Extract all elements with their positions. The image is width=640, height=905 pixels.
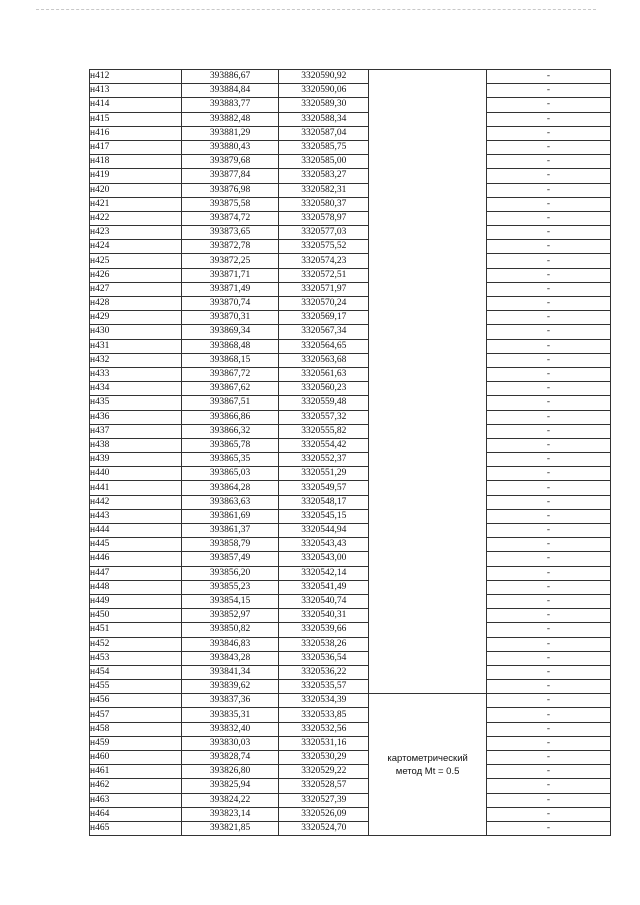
table-row	[90, 70, 611, 84]
y-coordinate-cell: 3320542,14	[279, 566, 369, 580]
x-coordinate-cell: 393826,80	[181, 765, 279, 779]
y-coordinate-cell: 3320530,29	[279, 751, 369, 765]
x-coordinate-cell: 393828,74	[181, 751, 279, 765]
table-row	[90, 779, 611, 793]
x-coordinate-cell: 393867,62	[181, 382, 279, 396]
y-coordinate-cell: 3320535,57	[279, 680, 369, 694]
x-coordinate-cell: 393881,29	[181, 126, 279, 140]
x-coordinate-cell: 393877,84	[181, 169, 279, 183]
table-row	[90, 282, 611, 296]
y-coordinate-cell: 3320551,29	[279, 467, 369, 481]
point-name-cell: н458	[90, 722, 182, 736]
note-cell: -	[487, 410, 611, 424]
point-name-cell: н455	[90, 680, 182, 694]
y-coordinate-cell: 3320536,54	[279, 651, 369, 665]
note-cell: -	[487, 367, 611, 381]
x-coordinate-cell: 393870,31	[181, 311, 279, 325]
point-name-cell: н443	[90, 509, 182, 523]
note-cell: -	[487, 84, 611, 98]
note-cell: -	[487, 353, 611, 367]
y-coordinate-cell: 3320526,09	[279, 807, 369, 821]
y-coordinate-cell: 3320560,23	[279, 382, 369, 396]
note-cell: -	[487, 722, 611, 736]
note-cell: -	[487, 240, 611, 254]
x-coordinate-cell: 393839,62	[181, 680, 279, 694]
y-coordinate-cell: 3320590,06	[279, 84, 369, 98]
x-coordinate-cell: 393867,72	[181, 367, 279, 381]
x-coordinate-cell: 393857,49	[181, 552, 279, 566]
note-cell: -	[487, 226, 611, 240]
point-name-cell: н429	[90, 311, 182, 325]
table-row	[90, 467, 611, 481]
table-row	[90, 211, 611, 225]
table-row	[90, 807, 611, 821]
scan-artifact-line	[36, 9, 596, 10]
point-name-cell: н446	[90, 552, 182, 566]
x-coordinate-cell: 393823,14	[181, 807, 279, 821]
y-coordinate-cell: 3320585,75	[279, 140, 369, 154]
y-coordinate-cell: 3320541,49	[279, 580, 369, 594]
note-cell: -	[487, 254, 611, 268]
x-coordinate-cell: 393864,28	[181, 481, 279, 495]
x-coordinate-cell: 393868,15	[181, 353, 279, 367]
point-name-cell: н463	[90, 793, 182, 807]
note-cell: -	[487, 183, 611, 197]
coordinates-table-body	[90, 70, 611, 836]
point-name-cell: н440	[90, 467, 182, 481]
note-cell: -	[487, 708, 611, 722]
table-row	[90, 240, 611, 254]
point-name-cell: н437	[90, 424, 182, 438]
note-cell: -	[487, 538, 611, 552]
table-row	[90, 665, 611, 679]
note-cell: -	[487, 268, 611, 282]
table-row	[90, 694, 611, 708]
note-cell: -	[487, 736, 611, 750]
point-name-cell: н450	[90, 609, 182, 623]
note-cell: -	[487, 623, 611, 637]
point-name-cell: н421	[90, 197, 182, 211]
note-cell: -	[487, 424, 611, 438]
table-row	[90, 410, 611, 424]
point-name-cell: н417	[90, 140, 182, 154]
x-coordinate-cell: 393874,72	[181, 211, 279, 225]
note-cell: -	[487, 140, 611, 154]
note-cell: -	[487, 311, 611, 325]
note-cell: -	[487, 211, 611, 225]
point-name-cell: н461	[90, 765, 182, 779]
point-name-cell: н430	[90, 325, 182, 339]
y-coordinate-cell: 3320559,48	[279, 396, 369, 410]
point-name-cell: н423	[90, 226, 182, 240]
point-name-cell: н435	[90, 396, 182, 410]
note-cell: -	[487, 481, 611, 495]
note-cell: -	[487, 751, 611, 765]
note-cell: -	[487, 438, 611, 452]
x-coordinate-cell: 393871,71	[181, 268, 279, 282]
x-coordinate-cell: 393856,20	[181, 566, 279, 580]
note-cell: -	[487, 396, 611, 410]
y-coordinate-cell: 3320589,30	[279, 98, 369, 112]
table-row	[90, 438, 611, 452]
y-coordinate-cell: 3320543,43	[279, 538, 369, 552]
y-coordinate-cell: 3320549,57	[279, 481, 369, 495]
x-coordinate-cell: 393861,37	[181, 524, 279, 538]
note-cell: -	[487, 637, 611, 651]
point-name-cell: н433	[90, 367, 182, 381]
x-coordinate-cell: 393869,34	[181, 325, 279, 339]
x-coordinate-cell: 393821,85	[181, 821, 279, 835]
x-coordinate-cell: 393872,78	[181, 240, 279, 254]
note-cell: -	[487, 566, 611, 580]
table-row	[90, 155, 611, 169]
note-cell: -	[487, 70, 611, 84]
method-cell-empty	[369, 70, 487, 694]
x-coordinate-cell: 393865,03	[181, 467, 279, 481]
note-cell: -	[487, 807, 611, 821]
note-cell: -	[487, 609, 611, 623]
table-row	[90, 680, 611, 694]
x-coordinate-cell: 393871,49	[181, 282, 279, 296]
x-coordinate-cell: 393843,28	[181, 651, 279, 665]
note-cell: -	[487, 297, 611, 311]
method-cell	[369, 694, 487, 836]
x-coordinate-cell: 393866,32	[181, 424, 279, 438]
x-coordinate-cell: 393876,98	[181, 183, 279, 197]
y-coordinate-cell: 3320580,37	[279, 197, 369, 211]
y-coordinate-cell: 3320569,17	[279, 311, 369, 325]
table-row	[90, 367, 611, 381]
point-name-cell: н439	[90, 453, 182, 467]
point-name-cell: н420	[90, 183, 182, 197]
y-coordinate-cell: 3320577,03	[279, 226, 369, 240]
note-cell: -	[487, 665, 611, 679]
point-name-cell: н462	[90, 779, 182, 793]
x-coordinate-cell: 393846,83	[181, 637, 279, 651]
table-row	[90, 765, 611, 779]
table-row	[90, 722, 611, 736]
table-row	[90, 566, 611, 580]
note-cell: -	[487, 680, 611, 694]
y-coordinate-cell: 3320561,63	[279, 367, 369, 381]
table-row	[90, 424, 611, 438]
point-name-cell: н431	[90, 339, 182, 353]
x-coordinate-cell: 393865,35	[181, 453, 279, 467]
x-coordinate-cell: 393837,36	[181, 694, 279, 708]
y-coordinate-cell: 3320585,00	[279, 155, 369, 169]
table-row	[90, 453, 611, 467]
y-coordinate-cell: 3320539,66	[279, 623, 369, 637]
point-name-cell: н452	[90, 637, 182, 651]
y-coordinate-cell: 3320529,22	[279, 765, 369, 779]
note-cell: -	[487, 339, 611, 353]
x-coordinate-cell: 393850,82	[181, 623, 279, 637]
point-name-cell: н464	[90, 807, 182, 821]
x-coordinate-cell: 393830,03	[181, 736, 279, 750]
point-name-cell: н451	[90, 623, 182, 637]
note-cell: -	[487, 594, 611, 608]
note-cell: -	[487, 155, 611, 169]
note-cell: -	[487, 779, 611, 793]
note-cell: -	[487, 112, 611, 126]
point-name-cell: н427	[90, 282, 182, 296]
table-row	[90, 140, 611, 154]
x-coordinate-cell: 393854,15	[181, 594, 279, 608]
table-row	[90, 538, 611, 552]
point-name-cell: н432	[90, 353, 182, 367]
point-name-cell: н457	[90, 708, 182, 722]
table-row	[90, 339, 611, 353]
note-cell: -	[487, 694, 611, 708]
note-cell: -	[487, 382, 611, 396]
table-row	[90, 353, 611, 367]
y-coordinate-cell: 3320563,68	[279, 353, 369, 367]
y-coordinate-cell: 3320524,70	[279, 821, 369, 835]
x-coordinate-cell: 393875,58	[181, 197, 279, 211]
table-row	[90, 524, 611, 538]
table-row	[90, 382, 611, 396]
method-label-line2: метод Mt = 0.5	[395, 765, 460, 777]
x-coordinate-cell: 393861,69	[181, 509, 279, 523]
point-name-cell: н454	[90, 665, 182, 679]
table-row	[90, 183, 611, 197]
y-coordinate-cell: 3320533,85	[279, 708, 369, 722]
note-cell: -	[487, 793, 611, 807]
method-label-line1: картометрический	[387, 752, 468, 764]
x-coordinate-cell: 393880,43	[181, 140, 279, 154]
y-coordinate-cell: 3320534,39	[279, 694, 369, 708]
point-name-cell: н412	[90, 70, 182, 84]
table-row	[90, 169, 611, 183]
table-row	[90, 126, 611, 140]
y-coordinate-cell: 3320564,65	[279, 339, 369, 353]
y-coordinate-cell: 3320567,34	[279, 325, 369, 339]
point-name-cell: н422	[90, 211, 182, 225]
y-coordinate-cell: 3320555,82	[279, 424, 369, 438]
note-cell: -	[487, 495, 611, 509]
note-cell: -	[487, 467, 611, 481]
point-name-cell: н416	[90, 126, 182, 140]
point-name-cell: н465	[90, 821, 182, 835]
note-cell: -	[487, 651, 611, 665]
coordinates-table	[89, 69, 611, 836]
table-row	[90, 112, 611, 126]
table-row	[90, 268, 611, 282]
x-coordinate-cell: 393872,25	[181, 254, 279, 268]
point-name-cell: н425	[90, 254, 182, 268]
y-coordinate-cell: 3320572,51	[279, 268, 369, 282]
y-coordinate-cell: 3320582,31	[279, 183, 369, 197]
table-row	[90, 226, 611, 240]
x-coordinate-cell: 393873,65	[181, 226, 279, 240]
y-coordinate-cell: 3320588,34	[279, 112, 369, 126]
table-row	[90, 736, 611, 750]
y-coordinate-cell: 3320548,17	[279, 495, 369, 509]
table-row	[90, 311, 611, 325]
table-row	[90, 821, 611, 835]
x-coordinate-cell: 393858,79	[181, 538, 279, 552]
note-cell: -	[487, 821, 611, 835]
y-coordinate-cell: 3320590,92	[279, 70, 369, 84]
point-name-cell: н444	[90, 524, 182, 538]
x-coordinate-cell: 393882,48	[181, 112, 279, 126]
y-coordinate-cell: 3320574,23	[279, 254, 369, 268]
point-name-cell: н413	[90, 84, 182, 98]
point-name-cell: н445	[90, 538, 182, 552]
x-coordinate-cell: 393835,31	[181, 708, 279, 722]
table-row	[90, 580, 611, 594]
point-name-cell: н449	[90, 594, 182, 608]
table-row	[90, 325, 611, 339]
x-coordinate-cell: 393852,97	[181, 609, 279, 623]
table-row	[90, 254, 611, 268]
x-coordinate-cell: 393825,94	[181, 779, 279, 793]
x-coordinate-cell: 393855,23	[181, 580, 279, 594]
x-coordinate-cell: 393867,51	[181, 396, 279, 410]
point-name-cell: н414	[90, 98, 182, 112]
x-coordinate-cell: 393870,74	[181, 297, 279, 311]
point-name-cell: н426	[90, 268, 182, 282]
note-cell: -	[487, 197, 611, 211]
note-cell: -	[487, 580, 611, 594]
note-cell: -	[487, 453, 611, 467]
table-row	[90, 396, 611, 410]
y-coordinate-cell: 3320578,97	[279, 211, 369, 225]
table-row	[90, 98, 611, 112]
table-row	[90, 793, 611, 807]
table-row	[90, 495, 611, 509]
table-row	[90, 609, 611, 623]
point-name-cell: н418	[90, 155, 182, 169]
y-coordinate-cell: 3320536,22	[279, 665, 369, 679]
note-cell: -	[487, 126, 611, 140]
y-coordinate-cell: 3320575,52	[279, 240, 369, 254]
note-cell: -	[487, 282, 611, 296]
table-row	[90, 751, 611, 765]
y-coordinate-cell: 3320545,15	[279, 509, 369, 523]
y-coordinate-cell: 3320544,94	[279, 524, 369, 538]
note-cell: -	[487, 552, 611, 566]
table-row	[90, 623, 611, 637]
x-coordinate-cell: 393863,63	[181, 495, 279, 509]
point-name-cell: н459	[90, 736, 182, 750]
x-coordinate-cell: 393866,86	[181, 410, 279, 424]
point-name-cell: н415	[90, 112, 182, 126]
y-coordinate-cell: 3320540,31	[279, 609, 369, 623]
x-coordinate-cell: 393884,84	[181, 84, 279, 98]
x-coordinate-cell: 393886,67	[181, 70, 279, 84]
point-name-cell: н453	[90, 651, 182, 665]
table-row	[90, 594, 611, 608]
y-coordinate-cell: 3320540,74	[279, 594, 369, 608]
table-row	[90, 708, 611, 722]
point-name-cell: н448	[90, 580, 182, 594]
point-name-cell: н419	[90, 169, 182, 183]
table-row	[90, 297, 611, 311]
point-name-cell: н438	[90, 438, 182, 452]
x-coordinate-cell: 393865,78	[181, 438, 279, 452]
y-coordinate-cell: 3320583,27	[279, 169, 369, 183]
point-name-cell: н436	[90, 410, 182, 424]
y-coordinate-cell: 3320543,00	[279, 552, 369, 566]
table-row	[90, 651, 611, 665]
point-name-cell: н456	[90, 694, 182, 708]
point-name-cell: н441	[90, 481, 182, 495]
note-cell: -	[487, 524, 611, 538]
x-coordinate-cell: 393879,68	[181, 155, 279, 169]
table-row	[90, 552, 611, 566]
y-coordinate-cell: 3320570,24	[279, 297, 369, 311]
x-coordinate-cell: 393841,34	[181, 665, 279, 679]
y-coordinate-cell: 3320532,56	[279, 722, 369, 736]
note-cell: -	[487, 169, 611, 183]
note-cell: -	[487, 98, 611, 112]
note-cell: -	[487, 509, 611, 523]
table-row	[90, 637, 611, 651]
table-row	[90, 84, 611, 98]
x-coordinate-cell: 393868,48	[181, 339, 279, 353]
y-coordinate-cell: 3320571,97	[279, 282, 369, 296]
point-name-cell: н460	[90, 751, 182, 765]
y-coordinate-cell: 3320527,39	[279, 793, 369, 807]
point-name-cell: н434	[90, 382, 182, 396]
point-name-cell: н428	[90, 297, 182, 311]
point-name-cell: н442	[90, 495, 182, 509]
y-coordinate-cell: 3320554,42	[279, 438, 369, 452]
y-coordinate-cell: 3320552,37	[279, 453, 369, 467]
note-cell: -	[487, 325, 611, 339]
table-row	[90, 197, 611, 211]
point-name-cell: н424	[90, 240, 182, 254]
y-coordinate-cell: 3320528,57	[279, 779, 369, 793]
note-cell: -	[487, 765, 611, 779]
point-name-cell: н447	[90, 566, 182, 580]
x-coordinate-cell: 393824,22	[181, 793, 279, 807]
y-coordinate-cell: 3320557,32	[279, 410, 369, 424]
y-coordinate-cell: 3320587,04	[279, 126, 369, 140]
table-row	[90, 509, 611, 523]
table-row	[90, 481, 611, 495]
x-coordinate-cell: 393832,40	[181, 722, 279, 736]
x-coordinate-cell: 393883,77	[181, 98, 279, 112]
y-coordinate-cell: 3320538,26	[279, 637, 369, 651]
y-coordinate-cell: 3320531,16	[279, 736, 369, 750]
